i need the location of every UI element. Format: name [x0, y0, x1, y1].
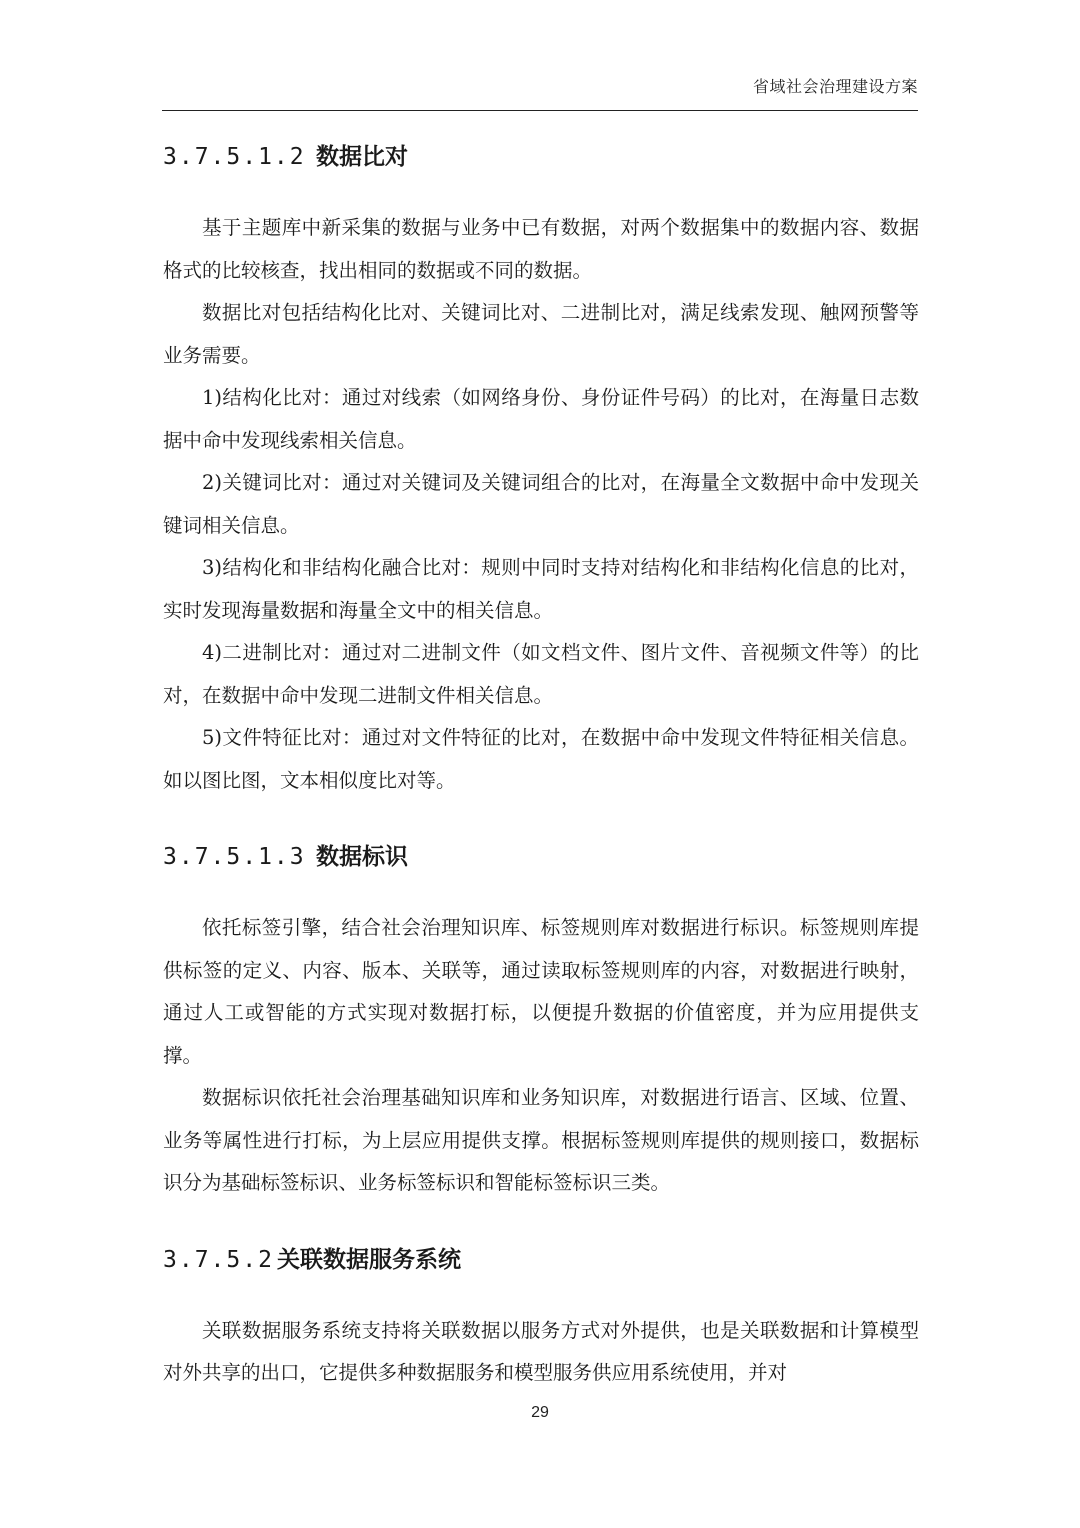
header-divider — [162, 110, 918, 111]
body-paragraph: 2)关键词比对：通过对关键词及关键词组合的比对，在海量全文数据中命中发现关键词相关信息。 — [163, 471, 919, 537]
section-number: 3.7.5.1.2 — [163, 144, 306, 170]
section-title: 关联数据服务系统 — [277, 1246, 461, 1273]
body-paragraph: 基于主题库中新采集的数据与业务中已有数据，对两个数据集中的数据内容、数据格式的比较核查，找出相同的数据或不同的数据。 — [163, 216, 919, 282]
section-title: 数据比对 — [316, 144, 408, 170]
body-paragraph: 4)二进制比对：通过对二进制文件（如文档文件、图片文件、音视频文件等）的比对，在数据中命中发现二进制文件相关信息。 — [163, 641, 919, 707]
body-paragraph: 数据标识依托社会治理基础知识库和业务知识库，对数据进行语言、区域、位置、业务等属性进行打标，为上层应用提供支撑。根据标签规则库提供的规则接口，数据标识分为基础标签标识、业务标签标识和智能标签标识三类。 — [163, 1086, 919, 1194]
section-heading — [163, 1241, 919, 1274]
section-body — [163, 1310, 919, 1395]
body-paragraph: 5)文件特征比对：通过对文件特征的比对，在数据中命中发现文件特征相关信息。如以图比图，文本相似度比对等。 — [163, 726, 919, 792]
section-title: 数据标识 — [316, 844, 408, 870]
body-paragraph: 依托标签引擎，结合社会治理知识库、标签规则库对数据进行标识。标签规则库提供标签的定义、内容、版本、关联等，通过读取标签规则库的内容，对数据进行映射，通过人工或智能的方式实现对数据打标，以便提升数据的价值密度，并为应用提供支撑。 — [163, 916, 919, 1067]
section-number: 3.7.5.2 — [163, 1246, 274, 1273]
section-body — [163, 907, 919, 1205]
body-paragraph: 3)结构化和非结构化融合比对：规则中同时支持对结构化和非结构化信息的比对，实时发现海量数据和海量全文中的相关信息。 — [163, 556, 919, 622]
page-body — [163, 120, 919, 1395]
body-paragraph: 数据比对包括结构化比对、关键词比对、二进制比对，满足线索发现、触网预警等业务需要。 — [163, 301, 919, 367]
section-heading — [163, 138, 919, 171]
running-header: 省域社会治理建设方案 — [752, 77, 918, 96]
body-paragraph: 1)结构化比对：通过对线索（如网络身份、身份证件号码）的比对，在海量日志数据中命中发现线索相关信息。 — [163, 386, 919, 452]
section-number: 3.7.5.1.3 — [163, 844, 306, 870]
section-heading — [163, 838, 919, 871]
page-number: 29 — [531, 1404, 549, 1421]
section-body — [163, 207, 919, 802]
body-paragraph: 关联数据服务系统支持将关联数据以服务方式对外提供，也是关联数据和计算模型对外共享的出口，它提供多种数据服务和模型服务供应用系统使用，并对 — [163, 1318, 919, 1384]
